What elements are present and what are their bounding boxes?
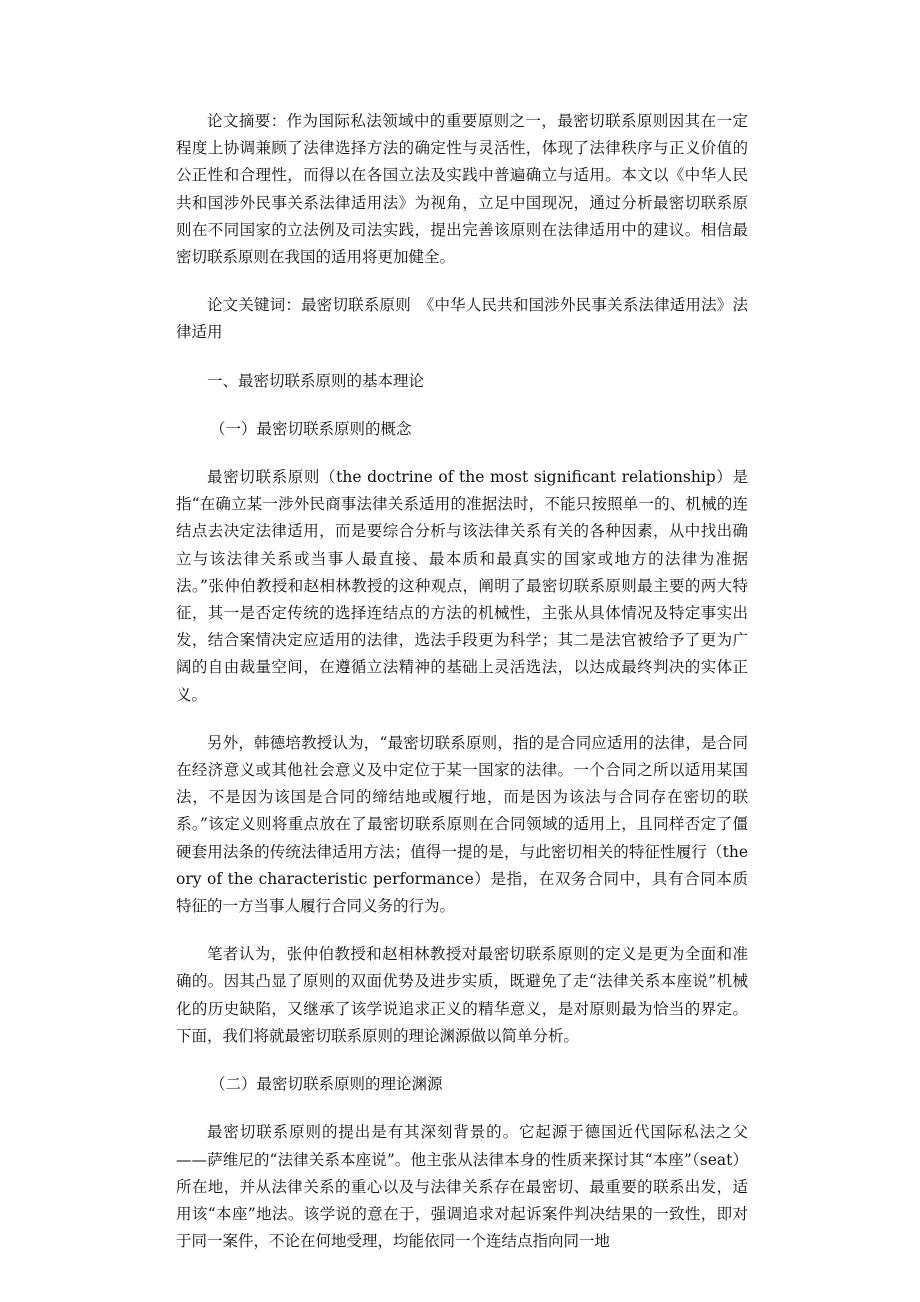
- body-paragraph-3: 笔者认为，张仲伯教授和赵相林教授对最密切联系原则的定义是更为全面和准确的。因其凸显了原则的双面优势及进步实质，既避免了走“法律关系本座说”机械化的历史缺陷，又继承了该学说追求正义的精华意义，是对原则最为恰当的界定。下面，我们将就最密切联系原则的理论渊源做以简单分析。: [176, 945, 748, 1045]
- document-page: [176, 108, 748, 1255]
- abstract-paragraph: 论文摘要：作为国际私法领域中的重要原则之一，最密切联系原则因其在一定程度上协调兼顾了法律选择方法的确定性与灵活性，体现了法律秩序与正义价值的公正性和合理性，而得以在各国立法及实践中普遍确立与适用。本文以《中华人民共和国涉外民事关系法律适用法》为视角，立足中国现况，通过分析最密切联系原则在不同国家的立法例及司法实践，提出完善该原则在法律适用中的建议。相信最密切联系原则在我国的适用将更加健全。: [176, 112, 748, 267]
- body-paragraph-4: 最密切联系原则的提出是有其深刻背景的。它起源于德国近代国际私法之父——萨维尼的“法律关系本座说”。他主张从法律本身的性质来探讨其“本座”（seat）所在地，并从法律关系的重心以及与法律关系存在最密切、最重要的联系出发，适用该“本座”地法。该学说的意在于，强调追求对起诉案件判决结果的一致性，即对于同一案件，不论在何地受理，均能依同一个连结点指向同一地: [176, 1123, 748, 1251]
- subsection-title-origin: （二）最密切联系原则的理论渊源: [210, 1075, 443, 1094]
- body-paragraph-2: 另外，韩德培教授认为，“最密切联系原则，指的是合同应适用的法律，是合同在经济意义或其他社会意义及中定位于某一国家的法律。一个合同之所以适用某国法，不是因为该国是合同的缔结地或履行地，而是因为该法与合同存在密切的联系。”该定义则将重点放在了最密切联系原则在合同领域的适用上，且同样否定了僵硬套用法条的传统法律适用方法；值得一提的是，与此密切相关的特征性履行（theory of the characteristic performance）是指，在双务合同中，具有合同本质特征的一方当事人履行合同义务的行为。: [176, 733, 748, 916]
- keywords-paragraph: 论文关键词：最密切联系原则 《中华人民共和国涉外民事关系法律适用法》法律适用: [176, 296, 748, 342]
- body-paragraph-1: 最密切联系原则（the doctrine of the most significant relationship）是指“在确立某一涉外民商事法律关系适用的准据法时，不能只按照单一的、机械的连结点去决定法律适用，而是要综合分析与该法律关系有关的各种因素，从中找出确立与该法律关系或当事人最直接、最本质和最真实的国家或地方的法律为准据法。”张仲伯教授和赵相林教授的这种观点，阐明了最密切联系原则最主要的两大特征，其一是否定传统的选择连结点的方法的机械性，主张从具体情况及特定事实出发，结合案情决定应适用的法律，选法手段更为科学；其二是法官被给予了更为广阔的自由裁量空间，在遵循立法精神的基础上灵活选法，以达成最终判决的实体正义。: [176, 468, 748, 704]
- section-title: 一、最密切联系原则的基本理论: [207, 371, 425, 390]
- subsection-title-concept: （一）最密切联系原则的概念: [210, 419, 412, 438]
